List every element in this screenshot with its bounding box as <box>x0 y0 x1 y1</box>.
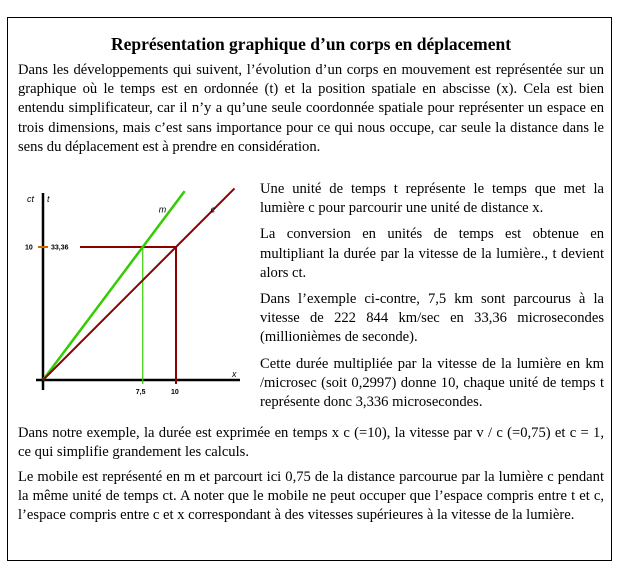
page-title: Représentation graphique d’un corps en déplacement <box>110 34 512 54</box>
y-tick-label-t: 33,36 <box>51 244 69 252</box>
x-tick-label-7-5: 7,5 <box>135 389 146 396</box>
y-axis-label-t: t <box>47 194 50 204</box>
side-paragraph-3: Dans l’exemple ci-contre, 7,5 km sont parcourus à la vitesse de 222 844 km/sec en 33,36 microsecondes (millionièmes de seconde). <box>260 291 604 346</box>
spacetime-chart <box>10 180 260 410</box>
series-label-c: c <box>210 204 216 215</box>
series-label-m: m <box>158 204 167 215</box>
y-tick-label-ct: 10 <box>25 244 33 252</box>
series-line-m <box>43 191 185 380</box>
y-axis-label-ct: ct <box>27 194 35 204</box>
side-paragraph-1: Une unité de temps t représente le temps que met la lumière c pour parcourir une unité de distance x. <box>260 181 604 217</box>
side-paragraph-4: Cette durée multipliée par la vitesse de la lumière en km /microsec (soit 0,2997) donne 10, chaque unité de temps t représente donc 3,336 microsecondes. <box>260 355 604 411</box>
side-paragraph-2: La conversion en unités de temps est obtenue en multipliant la durée par la vitesse de la lumière., t devient alors ct. <box>260 226 604 281</box>
series-line-c <box>43 188 235 380</box>
intro-paragraph: Dans les développements qui suivent, l’évolution d’un corps en mouvement est représentée sur un graphique où le temps est en ordonnée (t) et la position spatiale en abscisse (x). Cela est bien entendu simplificateur, car il n’y a qu’une seule coordonnée spatiale pour représenter un espace en trois dimensions, mais c’est sans importance pour ce qui nous occupe, car seule la distance dans le sens du déplacement est à prendre en considération. <box>18 62 604 155</box>
x-tick-label-10: 10 <box>171 389 179 396</box>
x-axis-label: x <box>232 369 237 379</box>
side-text <box>260 180 604 419</box>
bottom-paragraph-2: Le mobile est représenté en m et parcourt ici 0,75 de la distance parcourue par la lumière c pendant la même unité de temps ct. A noter que le mobile ne peut occuper que l’espace compris entre t et c, l’espace compris entre c et x correspondant à des vitesses supérieures à la vitesse de la lumière. <box>18 469 604 524</box>
bottom-paragraph-1: Dans notre exemple, la durée est exprimée en temps x c (=10), la vitesse par v / c (=0,75) et c = 1, ce qui simplifie grandement les calculs. <box>18 425 604 461</box>
